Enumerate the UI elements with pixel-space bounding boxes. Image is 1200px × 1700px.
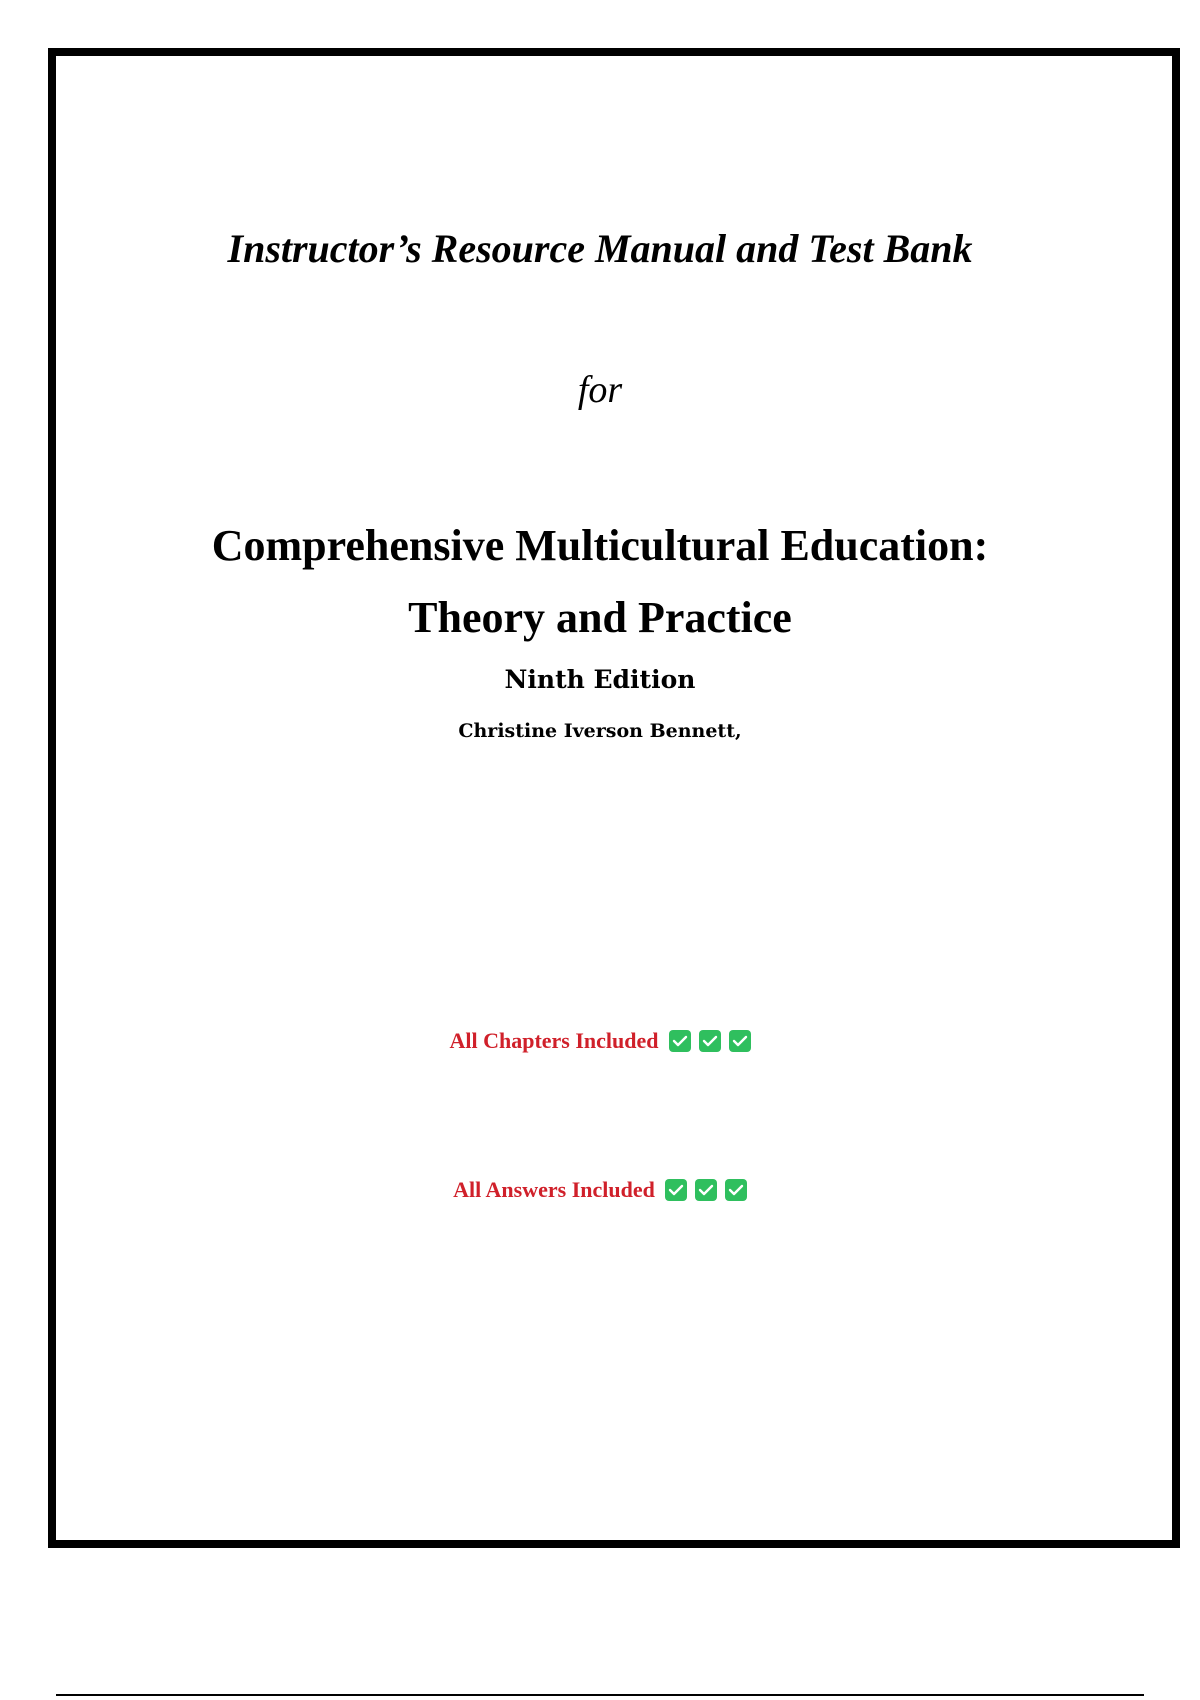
author-name: Christine Iverson Bennett,	[458, 720, 742, 742]
check-mark-icon	[669, 1030, 691, 1052]
edition-label: Ninth Edition	[504, 665, 696, 694]
answers-notice	[0, 1177, 1200, 1203]
check-mark-icon	[695, 1179, 717, 1201]
chapters-notice-text: All Chapters Included	[449, 1028, 659, 1053]
answers-notice-text: All Answers Included	[453, 1177, 655, 1202]
footer-rule	[56, 1694, 1144, 1696]
book-subtitle: Theory and Practice	[408, 593, 792, 642]
page-border-frame	[48, 48, 1180, 1548]
for-connector: for	[577, 369, 623, 411]
check-mark-icon	[725, 1179, 747, 1201]
check-mark-icon	[699, 1030, 721, 1052]
manual-title: Instructor’s Resource Manual and Test Bank	[227, 226, 973, 271]
check-mark-icon	[729, 1030, 751, 1052]
check-mark-icon	[665, 1179, 687, 1201]
chapters-notice	[0, 1028, 1200, 1054]
book-title: Comprehensive Multicultural Education:	[211, 521, 989, 570]
